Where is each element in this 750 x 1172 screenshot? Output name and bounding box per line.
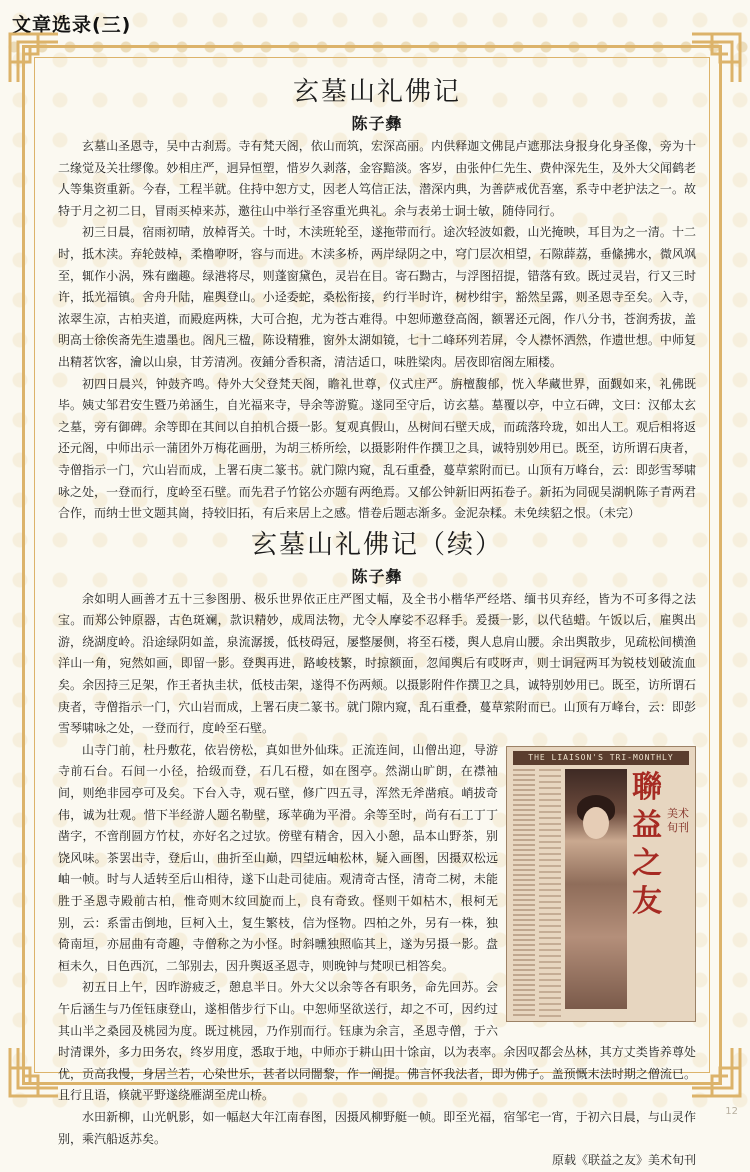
article2-paragraph: 山寺门前，杜丹敷花，依岩傍松，真如世外仙珠。正流连间，山僧出迎，导游寺前石台。石间一小径，拾级而登，石几石橙，如在图亭。然湖山旷朗，在襟袖间，则绝非园亭可及矣。下台入寺，观石壁，修广四五寻，浑然无斧凿痕。峭拔奇伟，诚为壮观。惜下半经游人题名勒壁，琢苹确为平滑。余等至时，尚有石工丁丁凿字，不啻削圆方竹杖，亦好名之过欤。傍壁有精舍，因入小憩，品本山野茶，别饶风味。茶罢出寺，登后山，曲折至山巅，四望远岫松林，疑入画图，因摄双松远岫一帧。时与人适转至后山相待，遂下山赴司徒庙。观清奇古怪，清奇二树，未能胜于圣恩寺殿前古柏，惟奇则木纹回旋而上，良有奇致。怪则干如枯木，根柯无别，云：系雷击倒地，巨柯入土，复生繁枝，信为怪物。四柏之外，另有一株，独倚南垣，亦屈曲有奇趣，寺僧称之为小怪。时斜曛独照临其上，遂为另摄一影。盘桓未久，日色西沉，二邹别去，因升舆返圣恩寺，则晚钟与梵呗已相答矣。 (58, 742, 498, 973)
article2-paragraph: 初五日上午，因昨游疲乏，憩息半日。外大父以余等各有职务，命先回苏。会午后涵生与乃侄钰康登山，遂相偕步行下山。中恕师坚欲送行，却之不可，因约过其山半之桑园及桃园为度。既过桃园，乃作别而行。钰康为余言，圣恩寺僧，于六时清课外，多力田务农，终岁用度，悉取于地，中师亦于耕山田十馀亩，以为表率。余因叹都会丛林，其方丈类皆养尊处优，贡高我慢，身居兰若，心染世乐，甚者以同闇黎，作一阐提。佛言怀我法者，即为佛子。盖预慨末法时期之僧流已。且行且语，倏就平野遂绕雁湖至虎山桥。 (58, 980, 696, 1103)
source-citation: 原载《联益之友》美术旬刊 (551, 1153, 696, 1168)
portrait-photo (565, 769, 627, 1009)
magazine-masthead: THE LIAISON'S TRI-MONTHLY (513, 751, 689, 765)
magazine-text-column (513, 769, 535, 1019)
article2-title: 玄墓山礼佛记（续） (250, 529, 503, 560)
article2-paragraph: 水田新柳，山光帆影，如一幅赵大年江南春图，因摄风柳野艇一帧。即至光福，宿邹宅一宵，于初六日晨，与山灵作别，乘汽船返苏矣。 (58, 1109, 696, 1146)
article1-author: 陈子彝 (351, 114, 403, 133)
corner-ornament-top-left (8, 32, 60, 84)
article2-paragraph: 余如明人画善才五十三参图册、极乐世界依正庄严图丈幅，及全书小楷华严经塔、缅书贝弃经，皆为不可多得之法宝。而郑公钟原器，古色斑斓，款识精妙，成周法物，尤令人摩娑不忍释手。爰摄一影，以代毡蜡。午饭以后，雇舆出游，绕湖度岭。沿途绿阴如盖，泉流潺援，低枝碍冠，屡整屡侧，将至石楼，舆人息肩山腰。余出舆散步，见疏松间横渔洋山一角，宛然如画，即留一影。登舆再进，路峻枝繁，时掠额面，忽闻舆后有哎呀声，则士诇冠两耳为锐枝划破流血矣。余因持三足架，作王者执圭状，低枝击架，遂得不伤两颊。以摄影附件作撰卫之具，诚特别妙用已。既至，访所谓石庚者，寺僧指示一门，穴山岩而成，上署石庚二篆书。就门隙内窥，乱石重叠，蔓草萦附而已。山顶有万峰台，云：即彭雪琴啸咏之处，一登而行，度岭至石壁。 (58, 591, 696, 736)
section-title: 文章选录(三) (12, 14, 132, 36)
article1-paragraph: 玄墓山圣恩寺，吴中古刹焉。寺有梵天阁，依山而筑，宏深高丽。内供释迦文佛昆卢遮那法身报身化身圣像，旁为十二缘觉及关壮缪像。妙相庄严，迥异恒塑，惜岁久剥落，金容黯淡。客岁，由张仲仁先生、费仲深先生，及外大父闻鹤老人等集资重新。今春，工程半就。住持中恕方丈，因老人笃信正法，潜深内典，为善萨戒优吾塞，系寺中老护法之一。故特于月之初二日，冒雨买棹来苏，邀往山中举行圣容重光典礼。余与表弟士诇士敏，随侍同行。 (58, 139, 696, 218)
magazine-text-column (539, 769, 561, 1019)
magazine-subtitle: 美术旬刊 (667, 806, 689, 834)
article1-paragraph: 初四日晨兴，钟鼓齐鸣。侍外大父登梵天阁，瞻礼世尊，仪式庄严。旃檀馥郁，恍入华藏世界，面觐如来，礼佛既毕。姨丈邹君安生暨乃弟涵生，自光福来寺，导余等游覧。遂同至守后，访玄墓。墓覆以亭，中立石碑，文曰：汉郁太玄之墓，旁有御碑。余等即在其间以自拍机合摄一影。复观真假山，丛树间石壁天成，而疏落玲珑，如出人工。观后相将返还元阁，中师出示一蒲团外万梅花画册，为胡三桥所绘，以摄影附件作撰卫之具，诚特别妙用已。既至，访所谓石庚者，寺僧指示一门，穴山岩而成，上署石庚二篆书。就门隙内窥，乱石重叠，蔓草萦附而已。山顶有万峰台，云：即彭雪琴啸咏之处，一登而行，度岭至石壁。而先君子竹铭公亦题有两绝焉。又郁公钟新旧两拓卷子。新拓为同砚吴湖帆陈子青两君合作，而纳士世文题其崗，持较旧拓，有后来居上之感。惜卷后题志渐多。金泥杂糅。未免续貂之恨。（未完） (58, 376, 696, 521)
article2-author: 陈子彝 (351, 566, 403, 586)
magazine-cover-image (506, 746, 696, 1022)
page-number: 12 (725, 1106, 738, 1117)
portrait-face (583, 807, 609, 839)
article-content (58, 72, 696, 1172)
article1-title: 玄墓山礼佛记 (292, 77, 461, 107)
corner-ornament-bottom-left (8, 1046, 60, 1098)
article1-paragraph: 初三日晨，宿雨初晴，放棹胥关。十时，木渎班轮至，遂拖带而行。途次轻波如縠，山光掩映，耳目为之一清。十二时，抵木渎。弃轮鼓棹，柔橹咿呀，容与而进。木渎多桥，两岸绿阴之中，穹门层次相望，石隙薜荔，垂絛拂水，微风飒至，辄作小涡，殊有幽趣。绿港将尽，则蓬窗黛色，灵岩在目。寄石黝古，与浮图招提，错落有致。既过灵岩，行又三时许，抵光福镇。舍舟升陆，雇舆登山。小迳委蛇，桑松衔接，约行半时许，树杪绀宇，豁然呈露，则圣恩寺至矣。入寺，浓翠生凉，古柏夹道，而殿庭两株，大可合抱，尤为苍古难得。中恕师邀登高阁，额署还元阁，作八分书，苍润秀拔，盖明高士徐俟斋先生遗墨也。阁凡三楹，陈设精雅，窗外太湖如镜，七十二峰环列若屏，令人襟怀洒然，作遗世想。中师复出精茗饮客，瀹以山泉，甘芳清冽。夜鋪分香积斋，清洁适口，味胜梁肉。居夜即宿阁左厢楼。 (58, 225, 696, 369)
magazine-title: 聯益之友 (632, 769, 662, 919)
corner-ornament-top-right (690, 32, 742, 84)
corner-ornament-bottom-right (690, 1046, 742, 1098)
